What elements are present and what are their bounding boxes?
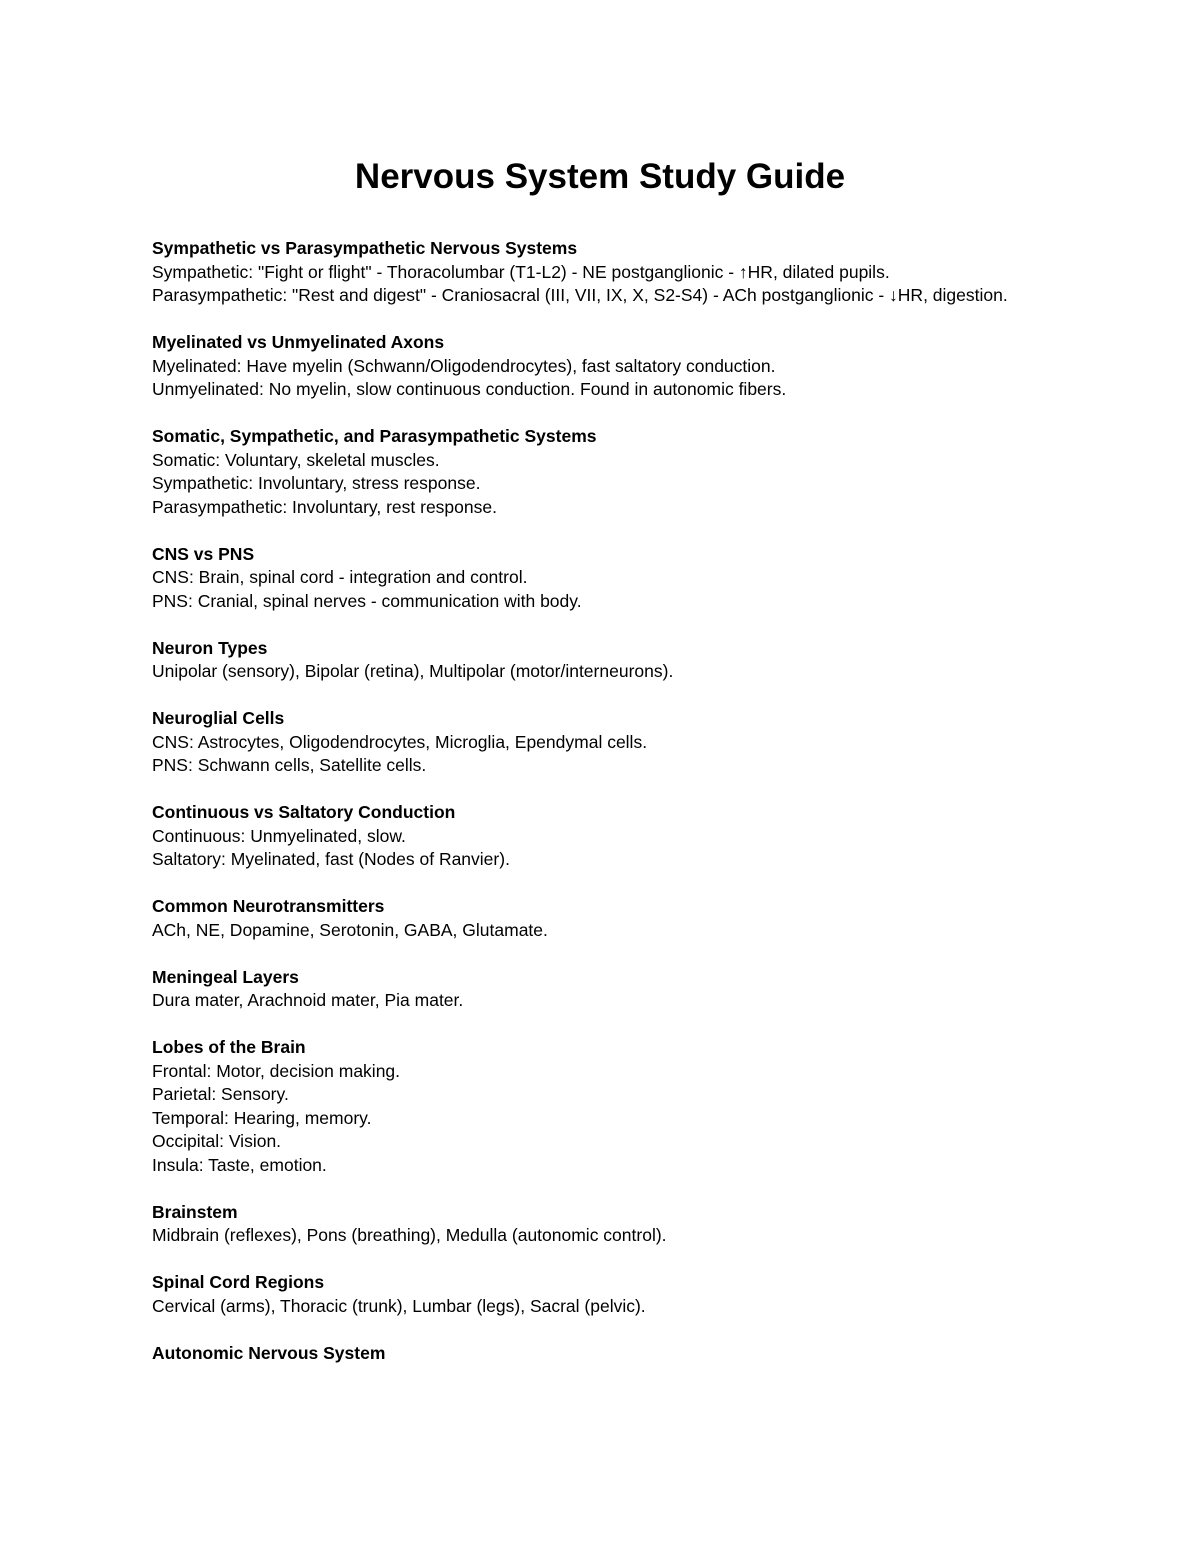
section-line: Unipolar (sensory), Bipolar (retina), Multipolar (motor/interneurons).	[152, 661, 674, 681]
section-myelinated-vs-unmyelinated	[152, 331, 1052, 402]
section-line: Unmyelinated: No myelin, slow continuous conduction. Found in autonomic fibers.	[152, 379, 787, 399]
section-line: Frontal: Motor, decision making.	[152, 1060, 401, 1081]
section-heading: Brainstem	[152, 1201, 238, 1222]
section-line: Sympathetic: Involuntary, stress response.	[152, 473, 481, 493]
section-line: Midbrain (reflexes), Pons (breathing), Medulla (autonomic control).	[152, 1225, 667, 1245]
section-heading: CNS vs PNS	[152, 543, 255, 564]
section-conduction	[152, 801, 1052, 872]
page-title: Nervous System Study Guide	[354, 157, 846, 196]
section-heading: Neuron Types	[152, 637, 268, 658]
section-meningeal-layers	[152, 966, 1052, 1013]
section-cns-vs-pns	[152, 543, 1052, 614]
section-heading: Spinal Cord Regions	[152, 1272, 325, 1292]
section-line: Temporal: Hearing, memory.	[152, 1107, 372, 1128]
section-neuron-types	[152, 637, 1052, 684]
section-line: Continuous: Unmyelinated, slow.	[152, 825, 406, 846]
section-line: ACh, NE, Dopamine, Serotonin, GABA, Glutamate.	[152, 919, 548, 940]
section-heading: Somatic, Sympathetic, and Parasympathetic Systems	[152, 426, 597, 446]
section-line: Occipital: Vision.	[152, 1131, 282, 1151]
section-heading: Continuous vs Saltatory Conduction	[152, 802, 456, 822]
section-brainstem	[152, 1201, 1052, 1248]
section-line: CNS: Astrocytes, Oligodendrocytes, Microglia, Ependymal cells.	[152, 731, 648, 752]
section-spinal-cord-regions	[152, 1271, 1052, 1318]
section-line: Myelinated: Have myelin (Schwann/Oligodendrocytes), fast saltatory conduction.	[152, 355, 776, 376]
section-line: CNS: Brain, spinal cord - integration and control.	[152, 567, 528, 587]
section-line: Dura mater, Arachnoid mater, Pia mater.	[152, 990, 464, 1010]
section-line: Sympathetic: "Fight or flight" - Thoracolumbar (T1-L2) - NE postganglionic - ↑HR, dilated pupils.	[152, 261, 890, 282]
section-neurotransmitters	[152, 895, 1052, 942]
section-heading: Common Neurotransmitters	[152, 896, 385, 916]
section-line: PNS: Schwann cells, Satellite cells.	[152, 755, 427, 775]
section-line: Insula: Taste, emotion.	[152, 1154, 327, 1175]
document-content	[152, 237, 1052, 1389]
section-heading: Lobes of the Brain	[152, 1037, 306, 1057]
section-lobes-of-brain	[152, 1036, 1052, 1177]
section-autonomic-nervous-system	[152, 1342, 1052, 1366]
section-heading: Myelinated vs Unmyelinated Axons	[152, 332, 445, 352]
section-heading: Sympathetic vs Parasympathetic Nervous Systems	[152, 238, 578, 258]
section-heading: Autonomic Nervous System	[152, 1342, 386, 1363]
section-heading: Neuroglial Cells	[152, 708, 285, 728]
section-line: Parasympathetic: "Rest and digest" - Craniosacral (III, VII, IX, X, S2-S4) - ACh postganglionic - ↓HR, digestion.	[152, 285, 1008, 305]
section-sympathetic-vs-parasympathetic	[152, 237, 1052, 308]
section-line: PNS: Cranial, spinal nerves - communication with body.	[152, 590, 582, 611]
section-heading: Meningeal Layers	[152, 966, 299, 987]
section-line: Saltatory: Myelinated, fast (Nodes of Ranvier).	[152, 849, 510, 869]
section-line: Parietal: Sensory.	[152, 1084, 289, 1104]
section-line: Cervical (arms), Thoracic (trunk), Lumbar (legs), Sacral (pelvic).	[152, 1295, 646, 1316]
section-line: Somatic: Voluntary, skeletal muscles.	[152, 449, 440, 470]
section-neuroglial-cells	[152, 707, 1052, 778]
section-line: Parasympathetic: Involuntary, rest response.	[152, 496, 497, 517]
section-somatic-sympathetic-parasympathetic	[152, 425, 1052, 519]
